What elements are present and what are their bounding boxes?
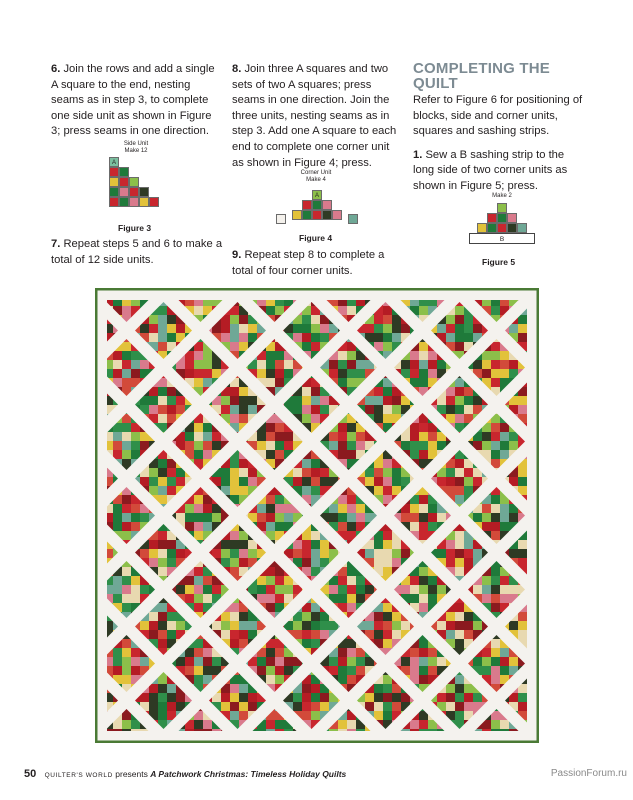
corner-unit-square [276, 214, 286, 224]
column-1 [51, 62, 223, 148]
corner-unit-square [302, 210, 312, 220]
corner-unit-square [507, 223, 517, 233]
magazine-brand: QUILTER'S WORLD [44, 772, 113, 779]
side-unit-square [109, 167, 119, 177]
corner-unit-square [302, 200, 312, 210]
figure-3-title: Figure 3 [118, 223, 152, 233]
side-unit-square [109, 187, 119, 197]
figure-5-caption: Make 2 [492, 193, 512, 199]
figure-4-diagram [282, 190, 354, 224]
corner-unit-square [348, 214, 358, 224]
side-unit-square [149, 197, 159, 207]
section-intro: Refer to Figure 6 for positioning of blocks, side and corner units, squares and sashing strips. [413, 94, 583, 138]
side-unit-square [129, 177, 139, 187]
corner-unit-square [517, 223, 527, 233]
corner-unit-square [487, 223, 497, 233]
corner-unit-square [507, 213, 517, 223]
corner-unit-square [332, 210, 342, 220]
figure-3 [96, 141, 176, 236]
step-9: 9. Repeat step 8 to complete a total of four corner units. [232, 249, 385, 277]
book-title: A Patchwork Christmas: Timeless Holiday Quilts [150, 769, 347, 779]
page-footer [24, 768, 346, 780]
step-1: 1. Sew a B sashing strip to the long side of two corner units as shown in Figure 5; press. [413, 148, 568, 192]
corner-unit-square [312, 210, 322, 220]
square-a: A [109, 157, 119, 167]
section-heading: COMPLETING THE QUILT [413, 60, 550, 92]
side-unit-square [109, 197, 119, 207]
figure-3-diagram [109, 157, 161, 209]
side-unit-square [119, 167, 129, 177]
step-8: 8. Join three A squares and two sets of two A squares; press seams in one direction. Join the three units, nesting seams as in step 3. Add one A square to each end to complete one corner unit as shown in Figure 4; press. [232, 63, 397, 169]
corner-unit-square [322, 210, 332, 220]
side-unit-square [129, 197, 139, 207]
figure-5-title: Figure 5 [482, 257, 516, 267]
corner-unit-square [487, 213, 497, 223]
side-unit-square [139, 187, 149, 197]
figure-5 [462, 193, 542, 271]
corner-unit-square [497, 223, 507, 233]
sashing-strip-b: B [469, 233, 535, 244]
corner-unit-square [497, 213, 507, 223]
corner-unit-square [497, 203, 507, 213]
page-number: 50 [24, 768, 37, 780]
corner-unit-square [292, 210, 302, 220]
side-unit-square [119, 177, 129, 187]
figure-4 [276, 170, 356, 248]
side-unit-square [129, 187, 139, 197]
side-unit-square [139, 197, 149, 207]
watermark: PassionForum.ru [550, 768, 627, 779]
column-2-bottom [232, 248, 404, 287]
figure-5-diagram [469, 203, 535, 247]
figure-3-caption: Side Unit Make 12 [123, 141, 149, 154]
figure-4-title: Figure 4 [299, 233, 333, 243]
figure-4-caption: Corner Unit Make 4 [300, 170, 332, 183]
presents-text: presents [115, 769, 148, 779]
side-unit-square [119, 187, 129, 197]
step-6: 6. Join the rows and add a single A square to the end, nesting seams as in step 3, to complete one side unit as shown in Figure 3; press seams in one direction. [51, 63, 215, 138]
corner-unit-square [322, 200, 332, 210]
column-2 [232, 62, 404, 179]
side-unit-square [109, 177, 119, 187]
side-unit-square [119, 197, 129, 207]
corner-unit-square [312, 200, 322, 210]
column-3 [413, 93, 585, 203]
step-7: 7. Repeat steps 5 and 6 to make a total of 12 side units. [51, 238, 223, 266]
column-1-bottom [51, 237, 223, 276]
square-a: A [312, 190, 322, 200]
corner-unit-square [477, 223, 487, 233]
quilt-photo [95, 288, 539, 743]
